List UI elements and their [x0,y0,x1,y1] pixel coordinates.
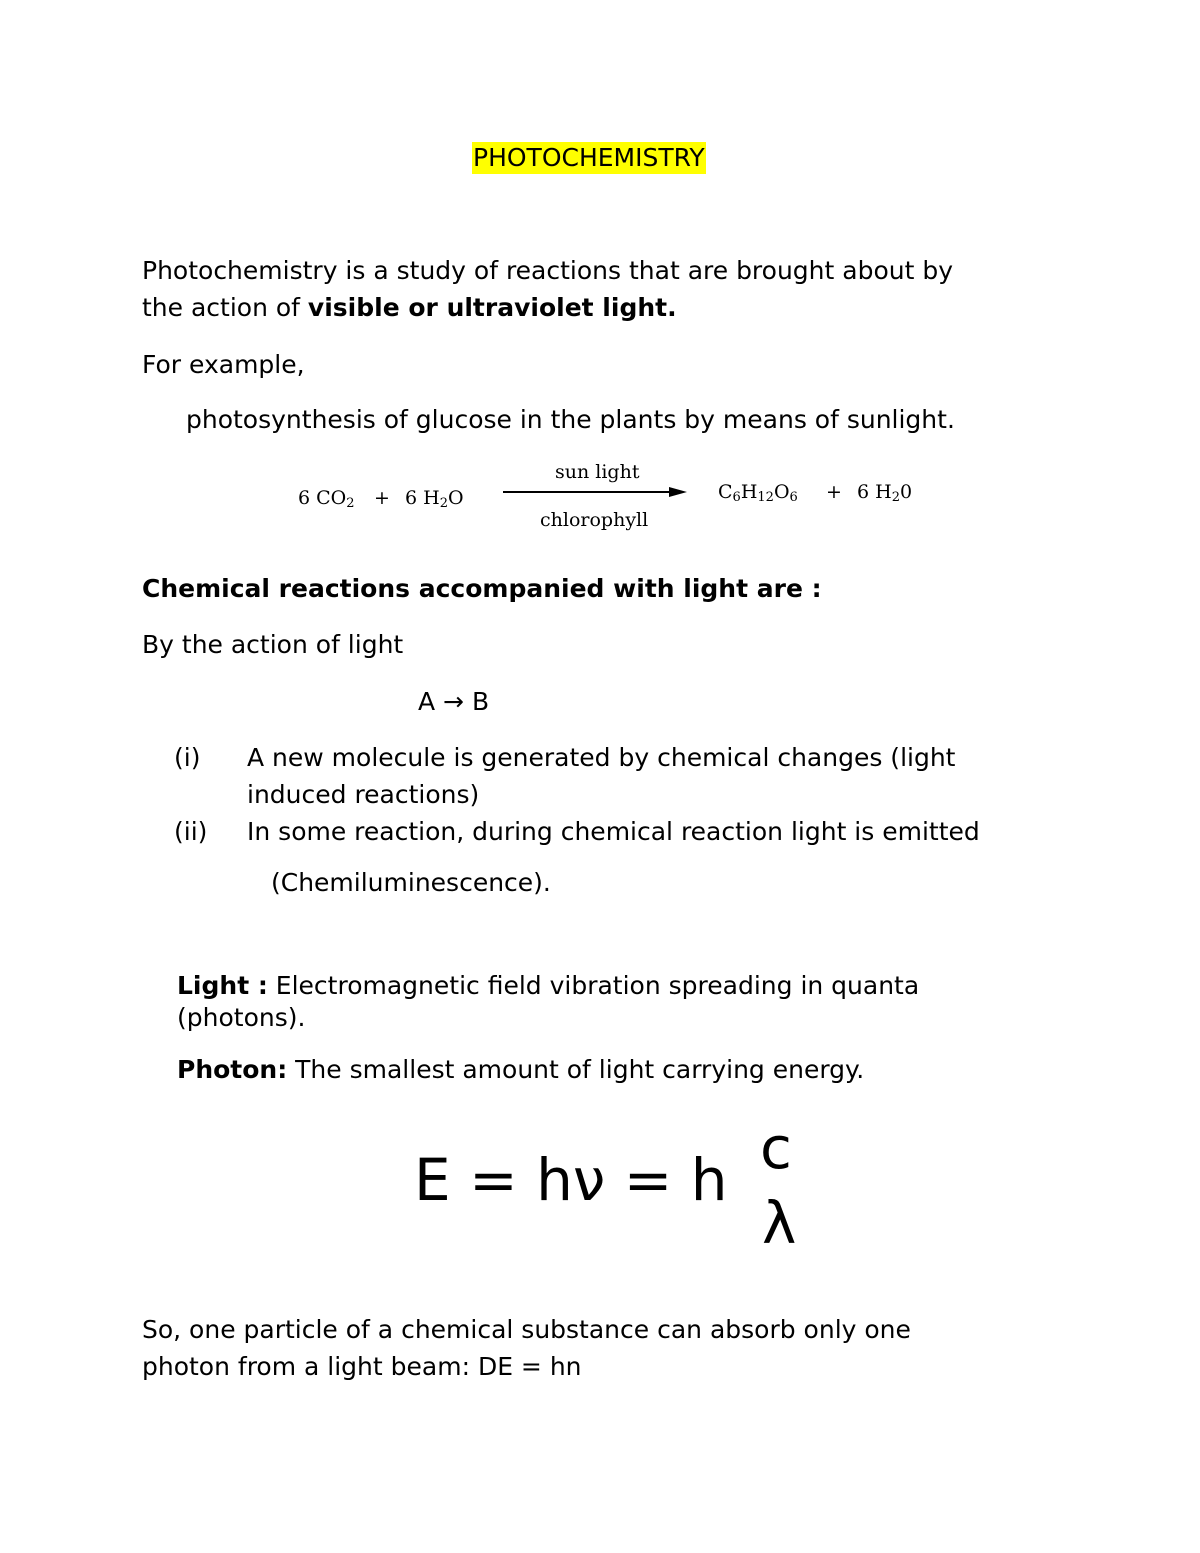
example-text: photosynthesis of glucose in the plants by means of sunlight. [186,405,955,434]
intro-line-2 [142,293,677,323]
intro-line-1: Photochemistry is a study of reactions that are brought about by [142,256,954,285]
conclusion-line-2: photon from a light beam: DE = hn [142,1352,582,1381]
reactant-h2o: 6 $H_2O$ [405,487,464,511]
list-item-2-line-1: In some reaction, during chemical reaction light is emitted [247,817,980,846]
product-water: 6 $H_20$ [857,481,913,505]
light-def: Electromagnetic field vibration spreading in quanta [267,971,920,1000]
example-label: For example, [142,350,305,379]
arrow-label-below: chlorophyll [540,509,649,531]
by-action-text: By the action of light [142,630,404,659]
page-title: PHOTOCHEMISTRY [473,143,705,172]
list-marker-1: (i) [174,743,201,772]
reactant-co2: 6 $CO_2$ [298,487,355,511]
photon-def: The smallest amount of light carrying energy. [287,1055,865,1084]
list-item-2-line-2: (Chemiluminescence). [271,868,551,897]
intro-line-2-prefix: the action of [142,293,308,322]
light-definition-line-2: (photons). [177,1003,306,1032]
section-heading: Chemical reactions accompanied with light are : [142,574,822,603]
a-to-b-reaction: A → B [418,687,490,716]
intro-line-2-bold: visible or ultraviolet light. [307,293,677,322]
formula-numerator: c [760,1114,792,1182]
conclusion-line-1: So, one particle of a chemical substance can absorb only one [142,1315,911,1344]
light-definition [177,971,919,1001]
formula-lhs: E = hν = h [414,1146,728,1214]
light-term: Light : [177,971,268,1000]
list-item-1-line-2: induced reactions) [247,780,480,809]
formula-denominator: λ [762,1189,797,1257]
photon-term: Photon: [177,1055,288,1084]
photon-definition [177,1055,864,1085]
list-marker-2: (ii) [174,817,208,846]
plus-sign-1: + [374,487,390,509]
reaction-arrow-icon [503,484,689,500]
arrow-label-above: sun light [555,461,640,483]
plus-sign-2: + [826,481,842,503]
list-item-1-line-1: A new molecule is generated by chemical changes (light [247,743,956,772]
product-glucose: $C_6H_{12}O_6$ [718,481,798,505]
